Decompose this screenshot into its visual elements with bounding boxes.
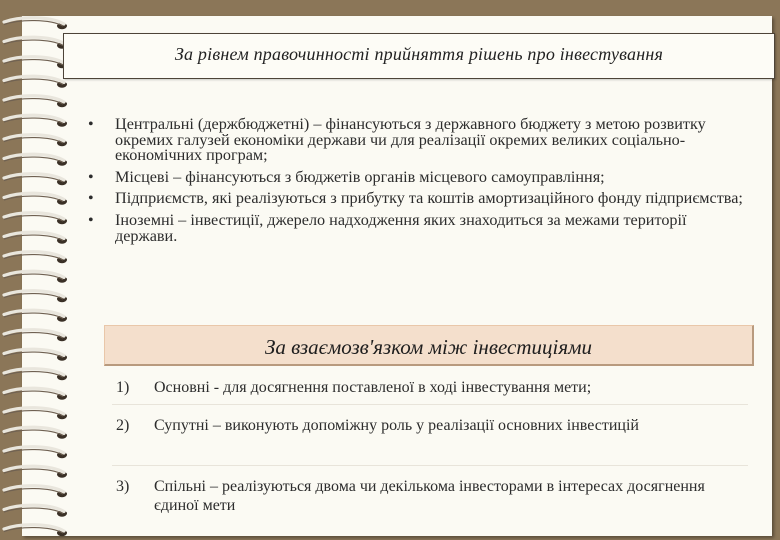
list-item: • Центральні (держбюджетні) – фінансуються з державного бюджету з метою розвитку окремих галузей економіки держави чи для реалізації окремих великих соціально-економічних програм; [88, 115, 706, 165]
bullet-list [88, 117, 748, 250]
item-text: Супутні – виконують допоміжну роль у реалізації основних інвестицій [154, 417, 639, 434]
item-number: 1) [116, 379, 130, 396]
subheading-box [104, 325, 754, 366]
numbered-item-3 [116, 477, 736, 515]
item-text: Спільні – реалізуються двома чи декількома інвесторами в інтересах досягнення єдиної мети [154, 478, 705, 514]
numbered-item-1 [116, 378, 736, 397]
title-box [63, 33, 775, 79]
bullet-icon: • [88, 190, 94, 208]
bullet-icon: • [88, 211, 94, 229]
list-item: • Місцеві – фінансуються з бюджетів органів місцевого самоуправління; [88, 167, 605, 186]
notebook-page [22, 16, 772, 536]
item-number: 3) [116, 478, 130, 495]
list-item: • Підприємств, які реалізуються з прибутку та коштів амортизаційного фонду підприємства; [88, 189, 743, 208]
list-item: • Іноземні – інвестиції, джерело надходження яких знаходиться за межами території держави. [88, 210, 687, 245]
subheading: За взаємозв'язком між інвестиціями [264, 335, 592, 359]
bullet-icon: • [88, 168, 94, 186]
numbered-item-2 [116, 416, 736, 435]
divider [112, 404, 748, 405]
page-title: За рівнем правочинності прийняття рішень про інвестування [174, 44, 664, 64]
item-number: 2) [116, 417, 130, 434]
bullet-icon: • [88, 116, 94, 133]
item-text: Основні - для досягнення поставленої в ході інвестування мети; [154, 379, 592, 396]
spiral-binding-icon [0, 0, 80, 540]
divider [112, 465, 748, 466]
